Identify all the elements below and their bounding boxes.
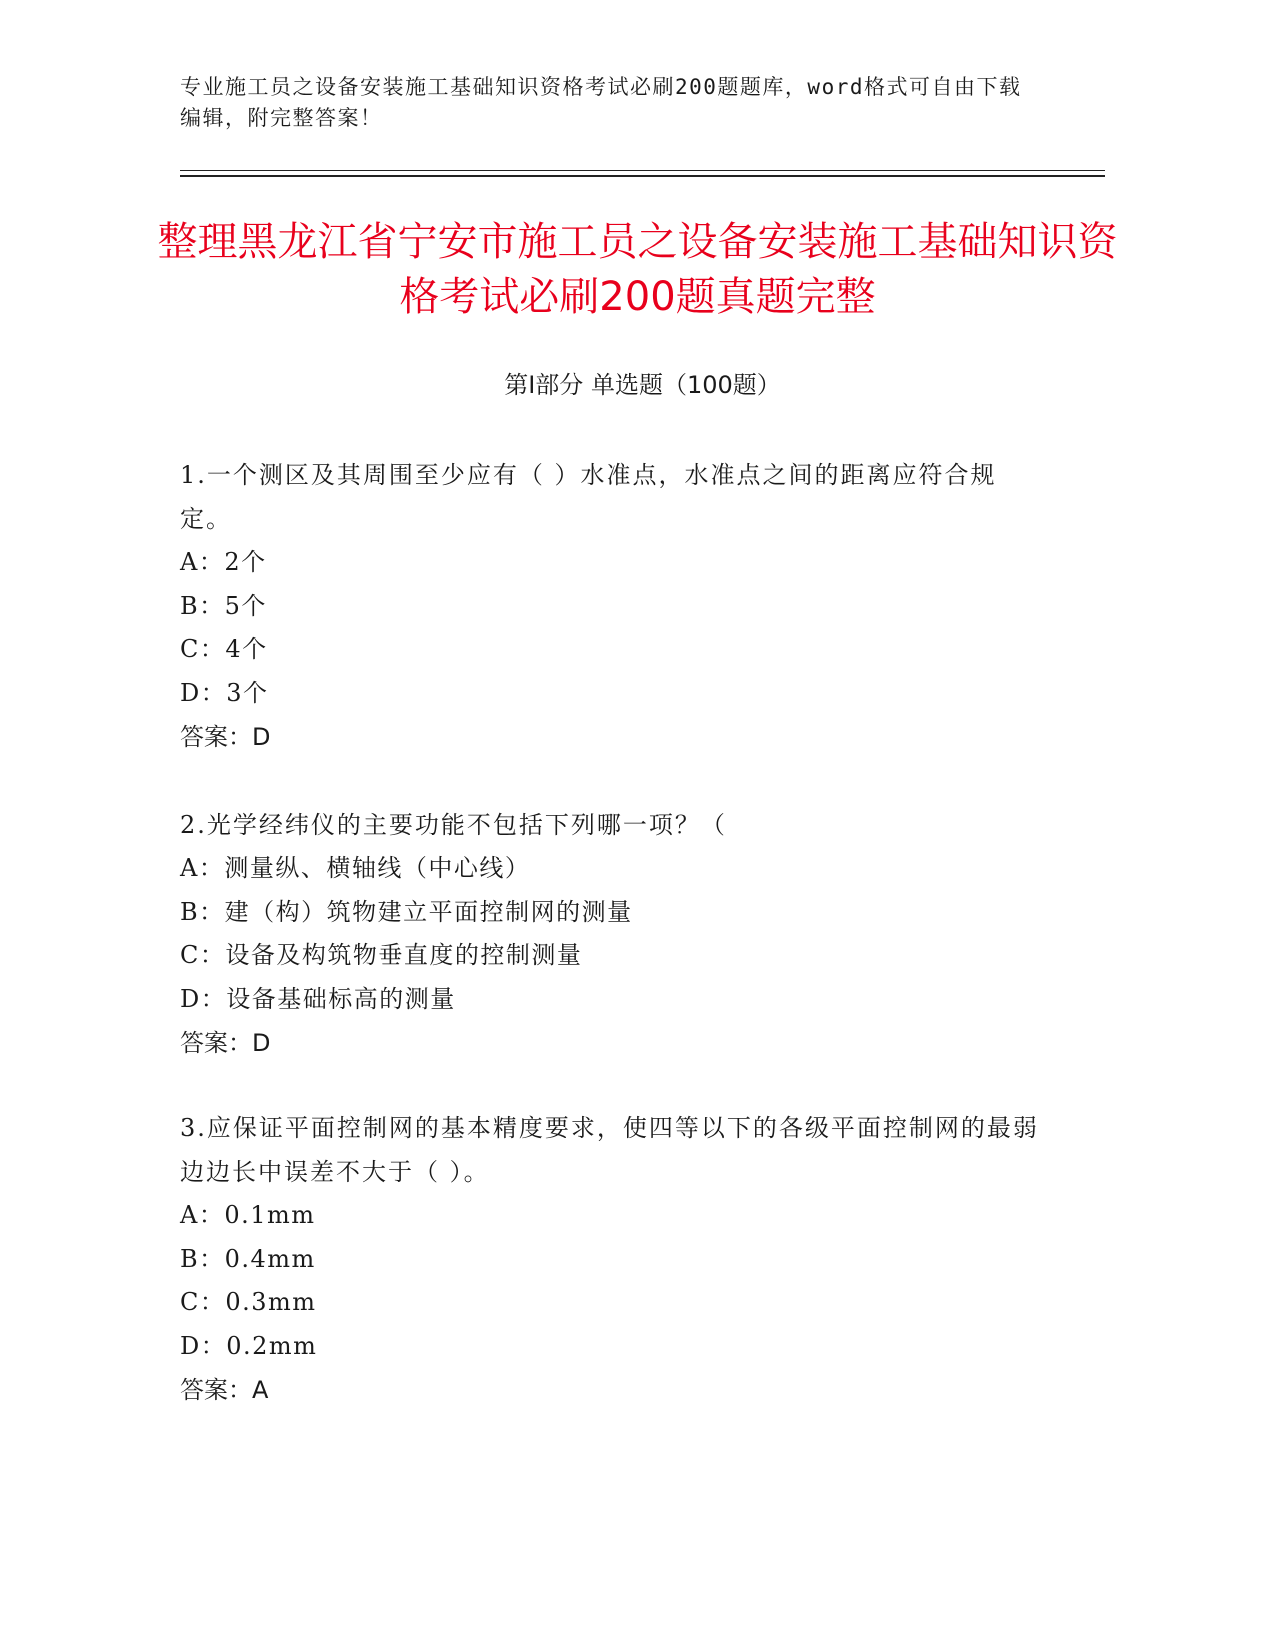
section-heading: 第I部分 单选题（100题） xyxy=(504,371,781,399)
answer: 答案：D xyxy=(180,723,271,751)
option-a: A：0.1mm xyxy=(180,1201,316,1229)
option-c: C：0.3mm xyxy=(180,1288,317,1316)
option-b: B：5个 xyxy=(180,591,267,620)
header-divider-thin xyxy=(180,170,1105,171)
question-3 xyxy=(180,1106,1040,1412)
option-c: C：设备及构筑物垂直度的控制测量 xyxy=(180,941,583,969)
option-b: B：0.4mm xyxy=(180,1244,316,1273)
header-divider-thick xyxy=(180,175,1105,177)
question-stem: 1.一个测区及其周围至少应有（ ）水准点，水准点之间的距离应符合规定。 xyxy=(180,461,997,533)
question-stem: 2.光学经纬仪的主要功能不包括下列哪一项？（ xyxy=(180,811,727,839)
option-a: A：测量纵、横轴线（中心线） xyxy=(180,854,531,882)
option-d: D：0.2mm xyxy=(180,1331,318,1360)
option-b: B：建（构）筑物建立平面控制网的测量 xyxy=(180,897,633,926)
answer: 答案：A xyxy=(180,1376,269,1404)
option-c: C：4个 xyxy=(180,635,268,663)
option-d: D：3个 xyxy=(180,678,269,707)
header-note: 专业施工员之设备安装施工基础知识资格考试必刷200题题库，word格式可自由下载编辑，附完整答案！ xyxy=(180,75,1022,130)
option-d: D：设备基础标高的测量 xyxy=(180,984,456,1013)
question-2 xyxy=(180,803,1040,1065)
document-title: 整理黑龙江省宁安市施工员之设备安装施工基础知识资格考试必刷200题真题完整 xyxy=(157,219,1118,320)
question-1 xyxy=(180,453,1040,759)
option-a: A：2个 xyxy=(180,548,267,576)
answer: 答案：D xyxy=(180,1029,271,1057)
question-stem: 3.应保证平面控制网的基本精度要求，使四等以下的各级平面控制网的最弱边边长中误差不大于（ ）。 xyxy=(180,1114,1039,1186)
